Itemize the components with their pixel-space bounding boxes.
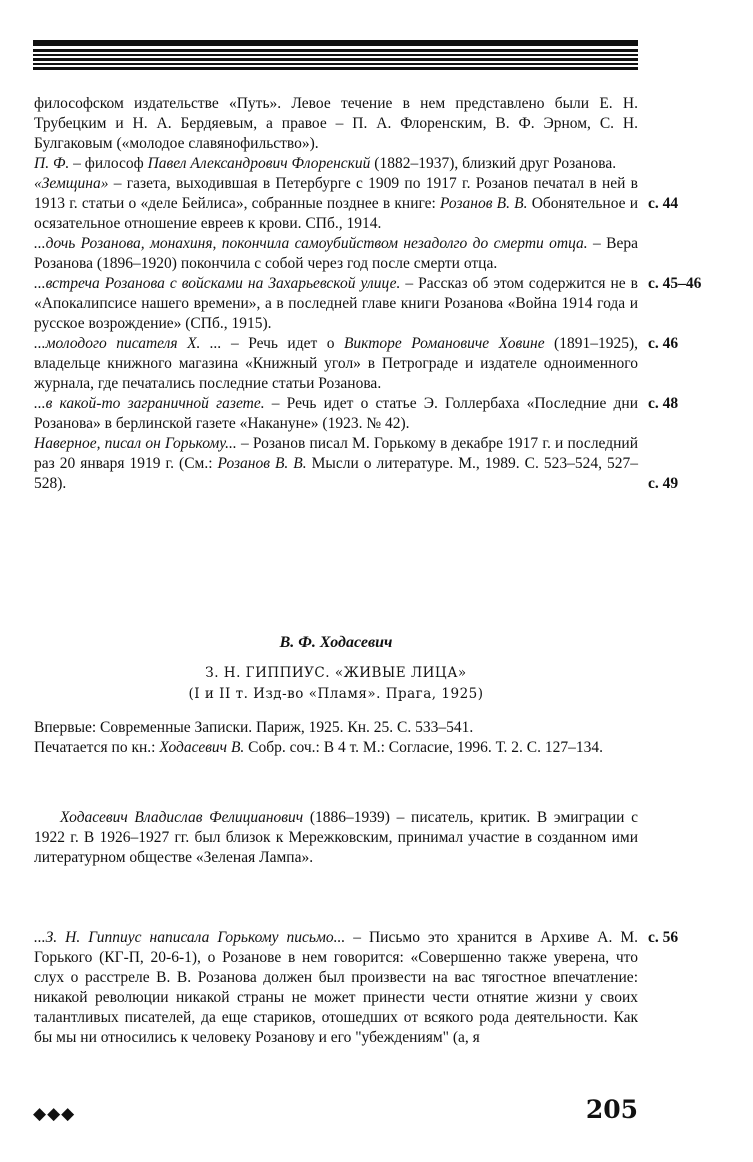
- bio-paragraph: [34, 808, 638, 868]
- last-note: [34, 928, 638, 1048]
- note-text: философском издательстве «Путь». Левое течение в нем представлено были Е. Н. Трубецким и Н. А. Бердяевым, а правое – П. А. Флоренским, В. Ф. Эрном, С. Н. Булгаковым («молодое славянофильство»).: [34, 95, 638, 152]
- note: [34, 434, 638, 494]
- note-author: Розанов В. В.: [440, 195, 528, 212]
- note-text: (1886–1939) – писатель, критик. В эмиграции с 1922 г. В 1926–1927 гг. был близок к Мережковским, принимал участие в созданном ими литературном обществе «Зеленая Лампа».: [34, 809, 638, 866]
- publication-info: [34, 718, 638, 758]
- note: [34, 174, 638, 234]
- note-text: – Рассказ об этом содержится не в «Апокалипсисе нашего времени», а в последней главе книги Розанова «Война 1914 года и русское возрождение» (СПб., 1915).: [34, 275, 638, 332]
- page-number: 205: [585, 1095, 638, 1124]
- page-ref: с. 56: [648, 929, 679, 946]
- note-author: Ходасевич В.: [159, 739, 245, 756]
- note-text: – Речь идет о: [221, 335, 344, 352]
- page-ref: с. 46: [648, 335, 679, 352]
- author-bio: [34, 808, 638, 868]
- note: [34, 928, 638, 1048]
- note-text: – Розанов писал М. Горькому в декабре 1917 г. и последний раз 20 января 1919 г. (См.:: [34, 435, 638, 472]
- note-lemma: П. Ф.: [34, 155, 70, 172]
- section-subtitle: (I и II т. Изд-во «Пламя». Прага, 1925): [188, 686, 484, 702]
- page-ref: с. 48: [648, 395, 679, 412]
- note-text: Обонятельное и осязательное отношение евреев к крови. СПб., 1914.: [34, 195, 638, 232]
- page-ref: с. 44: [648, 195, 679, 212]
- note-text: Печатается по кн.:: [34, 739, 160, 756]
- note-text: – Вера Розанова (1896–1920) покончила с собой через год после смерти отца.: [34, 235, 638, 272]
- note-text: (1882–1937), близкий друг Розанова.: [370, 155, 617, 172]
- note-lemma: ...дочь Розанова, монахиня, покончила самоубийством незадолго до смерти отца.: [34, 235, 588, 252]
- note-lemma: ...молодого писателя Х. ...: [34, 335, 222, 352]
- note-author: Розанов В. В.: [217, 455, 307, 472]
- note-text: – философ: [69, 155, 148, 172]
- note: [34, 234, 638, 274]
- note-lemma: ...З. Н. Гиппиус написала Горькому письмо...: [34, 929, 346, 946]
- bio-name: Ходасевич Владислав Фелицианович: [60, 809, 304, 826]
- note-lemma: ...встреча Розанова с войсками на Захарьевской улице.: [34, 275, 401, 292]
- note-text: – газета, выходившая в Петербурге с 1909 по 1917 г. Розанов печатал в ней в 1913 г. статьи о «деле Бейлиса», собранные позднее в книге:: [34, 175, 638, 212]
- note-text: Впервые: Современные Записки. Париж, 1925. Кн. 25. С. 533–541.: [34, 719, 474, 736]
- note-text: – Речь идет о статье Э. Голлербаха «Последние дни Розанова» в берлинской газете «Накануне» (1923. № 42).: [34, 395, 638, 432]
- first-publication: [34, 718, 638, 738]
- note-lemma: «Земщина»: [34, 175, 109, 192]
- ornament-diamonds: ◆◆◆: [33, 1104, 76, 1124]
- note-text: Собр. соч.: В 4 т. М.: Согласие, 1996. Т. 2. С. 127–134.: [244, 739, 603, 756]
- note-lemma: Наверное, писал он Горькому...: [34, 435, 237, 452]
- section-title: З. Н. ГИППИУС. «ЖИВЫЕ ЛИЦА»: [205, 665, 467, 681]
- header-rule: [33, 40, 638, 70]
- note: [34, 274, 638, 334]
- note-text: (1891–1925), владельце книжного магазина «Книжный угол» в Петрограде и издателе одноименного журнала, где печатались последние статьи Розанова.: [34, 335, 638, 392]
- source-edition: [34, 738, 638, 758]
- note: [34, 94, 638, 154]
- note-lemma: ...в какой-то заграничной газете.: [34, 395, 265, 412]
- notes-top: [34, 94, 638, 494]
- note-text: Мысли о литературе. М., 1989. С. 523–524, 527–528).: [34, 455, 638, 492]
- note: [34, 154, 638, 174]
- note-name: Викторе Романовиче Ховине: [343, 335, 545, 352]
- note-name: Павел Александрович Флоренский: [147, 155, 371, 172]
- note: [34, 394, 638, 434]
- page-ref: с. 49: [648, 475, 679, 492]
- section-author: В. Ф. Ходасевич: [279, 634, 393, 651]
- note: [34, 334, 638, 394]
- note-text: – Письмо это хранится в Архиве А. М. Горького (КГ-П, 20-6-1), о Розанове в нем говорится: «Совершенно также уверена, что слух о расстреле В. В. Розанова должен был произвести на вас тягостное впечатление: никакой революции никакой страны не может принести чести отнятие жизни у своих талантливых писателей, да еще стариков, отошедших от всякого рода деятельности. Как бы мы ни относились к человеку Розанову и его "убеждениям" (а, я: [34, 929, 638, 1046]
- page-ref: с. 45–46: [648, 275, 702, 292]
